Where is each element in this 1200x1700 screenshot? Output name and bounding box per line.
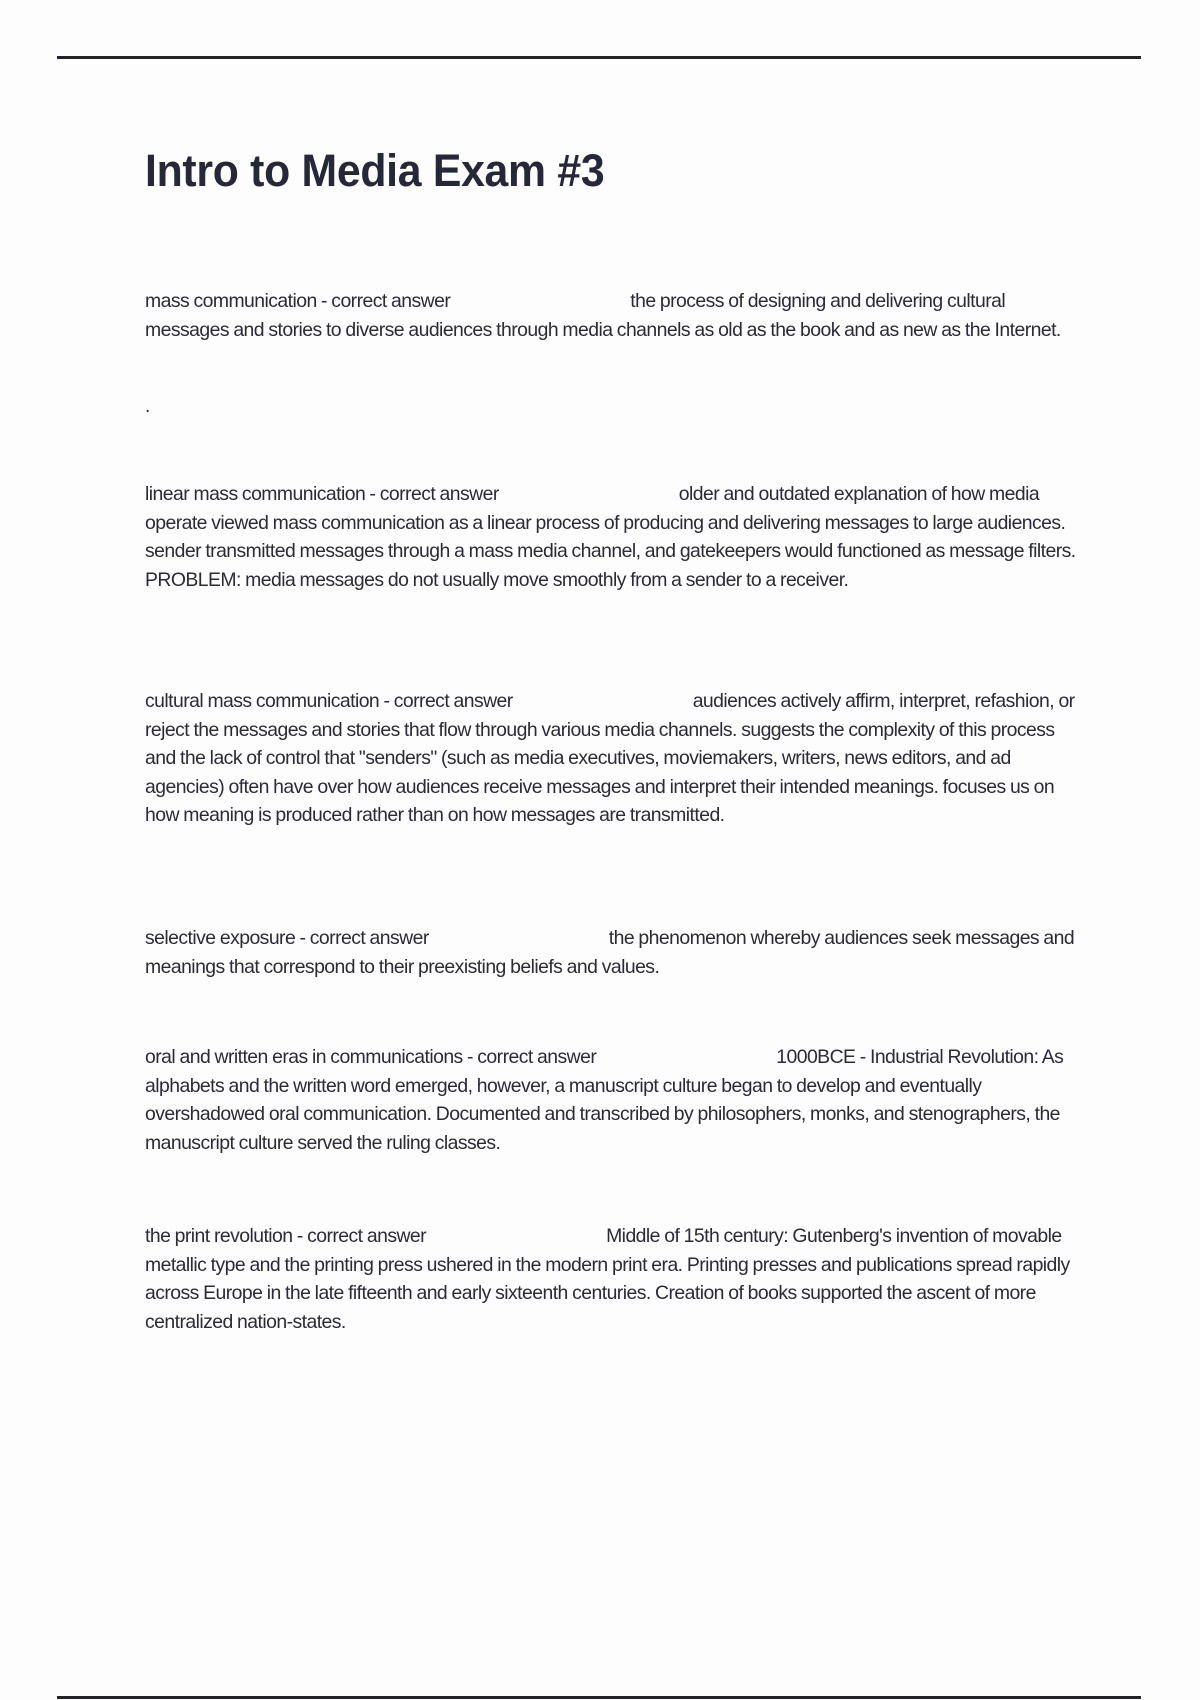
flashcard-entry [145, 1222, 1085, 1336]
bottom-rule [57, 1696, 1141, 1699]
entry-definition: Middle of 15th century: Gutenberg's invention of movable metallic type and the printing press ushered in the modern print era. Printing presses and publications spread rapidly across Europe in the late fifteenth and early sixteenth centuries. Creation of books supported the ascent of more centralized nation-states. [145, 1225, 1070, 1333]
flashcard-entry [145, 287, 1085, 344]
entry-definition: audiences actively affirm, interpret, refashion, or reject the messages and stories that flow through various media channels. suggests the complexity of this process and the lack of control that "senders" (such as media executives, moviemakers, writers, news editors, and ad agencies) often have over how audiences receive messages and interpret their intended meanings. focuses us on how meaning is produced rather than on how messages are transmitted. [145, 690, 1075, 827]
entry-definition: 1000BCE - Industrial Revolution: As alphabets and the written word emerged, however, a manuscript culture began to develop and eventually overshadowed oral communication. Documented and transcribed by philosophers, monks, and stenographers, the manuscript culture served the ruling classes. [145, 1046, 1064, 1154]
top-rule [57, 56, 1141, 59]
entry-definition: the phenomenon whereby audiences seek messages and meanings that correspond to their preexisting beliefs and values. [145, 927, 1075, 978]
entry-term: linear mass communication - correct answer [145, 483, 499, 505]
entry-term: cultural mass communication - correct answer [145, 690, 513, 712]
entry-term: the print revolution - correct answer [145, 1225, 427, 1247]
flashcard-entry [145, 924, 1085, 981]
entry-definition: older and outdated explanation of how media operate viewed mass communication as a linear process of producing and delivering messages to large audiences. sender transmitted messages through a mass media channel, and gatekeepers would functioned as message filters. PROBLEM: media messages do not usually move smoothly from a sender to a receiver. [145, 483, 1076, 591]
separator-dot: . [145, 396, 151, 417]
page-title: Intro to Media Exam #3 [145, 145, 605, 196]
flashcard-entry [145, 480, 1085, 594]
flashcard-entry [145, 1043, 1085, 1157]
flashcard-entry [145, 687, 1085, 830]
entry-term: oral and written eras in communications - correct answer [145, 1046, 597, 1068]
entry-definition: the process of designing and delivering cultural messages and stories to diverse audiences through media channels as old as the book and as new as the Internet. [145, 290, 1061, 341]
entry-term: selective exposure - correct answer [145, 927, 429, 949]
entry-term: mass communication - correct answer [145, 290, 451, 312]
